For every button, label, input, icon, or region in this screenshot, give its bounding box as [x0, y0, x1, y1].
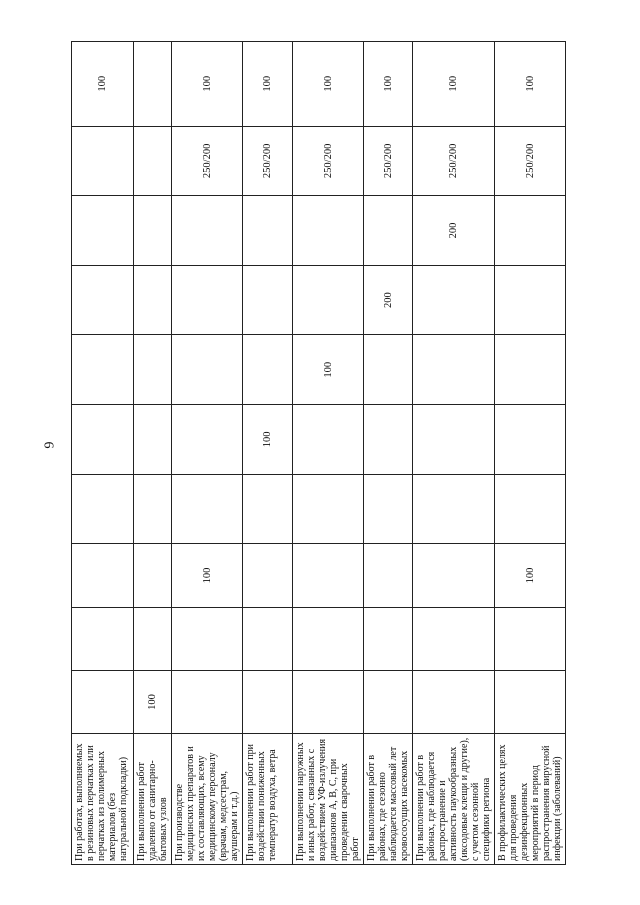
- table-cell: 200: [364, 265, 413, 335]
- table-cell: [172, 474, 243, 544]
- row-description: При работах, выполняемых в резиновых перчатках или перчатках из полимерных материалов (без натуральной подкладки): [72, 734, 134, 865]
- table-cell: [364, 335, 413, 405]
- table-row: [172, 42, 243, 865]
- row-description: При выполнении работ при воздействии пониженных температур воздуха, ветра: [243, 734, 293, 865]
- table-cell: [495, 607, 566, 670]
- table-cell: [72, 126, 134, 196]
- table-cell: [364, 474, 413, 544]
- table-cell: [293, 607, 364, 670]
- table-cell: [134, 126, 172, 196]
- table-cell: [72, 196, 134, 266]
- table-cell: [413, 607, 495, 670]
- table-cell: [293, 544, 364, 607]
- table-cell: [293, 474, 364, 544]
- table-cell: [134, 196, 172, 266]
- table-cell: [243, 335, 293, 405]
- table-cell: 100: [243, 42, 293, 127]
- table-row: [243, 42, 293, 865]
- table-cell: 100: [172, 42, 243, 127]
- table-cell: [495, 670, 566, 733]
- row-description: При выполнении наружных и иных работ, связанных с воздействием УФ-излучения диапазонов А, В, С, при проведении сварочных работ: [293, 734, 364, 865]
- table-cell: [134, 607, 172, 670]
- table-cell: 250/200: [243, 126, 293, 196]
- table-cell: [293, 196, 364, 266]
- table-cell: [172, 335, 243, 405]
- table-cell: [495, 265, 566, 335]
- table-cell: [243, 544, 293, 607]
- table-cell: 250/200: [293, 126, 364, 196]
- table-cell: [364, 196, 413, 266]
- table-cell: [72, 335, 134, 405]
- table-cell: [293, 405, 364, 475]
- table-cell: [293, 265, 364, 335]
- table-row: [364, 42, 413, 865]
- row-description: При выполнении работ в районах, где сезонно наблюдается массовый лет кровососущих насекомых: [364, 734, 413, 865]
- table-cell: [243, 670, 293, 733]
- table-row: [72, 42, 134, 865]
- table-cell: 100: [413, 42, 495, 127]
- table-cell: [243, 607, 293, 670]
- row-description: При выполнении работ удаленно от санитарно-бытовых узлов: [134, 734, 172, 865]
- table-cell: 250/200: [172, 126, 243, 196]
- table-cell: 100: [72, 42, 134, 127]
- table-cell: [134, 405, 172, 475]
- table-cell: [495, 335, 566, 405]
- table-cell: [364, 607, 413, 670]
- table-cell: [72, 544, 134, 607]
- table-cell: 100: [293, 335, 364, 405]
- table-cell: 250/200: [364, 126, 413, 196]
- table-row: [134, 42, 172, 865]
- table-cell: [364, 544, 413, 607]
- table-cell: 100: [364, 42, 413, 127]
- table-cell: [72, 405, 134, 475]
- table-cell: [364, 405, 413, 475]
- table-cell: [293, 670, 364, 733]
- table-cell: [413, 265, 495, 335]
- table-cell: [72, 265, 134, 335]
- table-cell: [413, 474, 495, 544]
- table-cell: [243, 196, 293, 266]
- row-description: При производстве медицинских препаратов и их составляющих, всему медицинскому персоналу (врачам, медсестрам, акушерам и т.д.): [172, 734, 243, 865]
- table-cell: [243, 265, 293, 335]
- table-cell: 200: [413, 196, 495, 266]
- page-number: 6: [40, 441, 56, 449]
- table-cell: [364, 670, 413, 733]
- table-cell: 100: [172, 544, 243, 607]
- table-cell: [134, 42, 172, 127]
- table-cell: [134, 265, 172, 335]
- table-cell: [72, 607, 134, 670]
- table-cell: [134, 474, 172, 544]
- row-description: В профилактических целях для проведения дезинфекционных мероприятий в период распространения вирусной инфекции (заболеваний): [495, 734, 566, 865]
- table-cell: 100: [495, 42, 566, 127]
- table-cell: [172, 607, 243, 670]
- table-cell: [413, 544, 495, 607]
- table-cell: [134, 544, 172, 607]
- table-row: [495, 42, 566, 865]
- table-cell: 250/200: [495, 126, 566, 196]
- table-cell: [172, 196, 243, 266]
- table-cell: [243, 474, 293, 544]
- table-row: [413, 42, 495, 865]
- table-cell: 100: [134, 670, 172, 733]
- table-cell: 100: [243, 405, 293, 475]
- table-cell: [495, 474, 566, 544]
- table-cell: 250/200: [413, 126, 495, 196]
- table-row: [293, 42, 364, 865]
- table-cell: [172, 265, 243, 335]
- table-container: [71, 41, 640, 861]
- table-cell: [172, 670, 243, 733]
- table-cell: [413, 405, 495, 475]
- table-cell: [413, 335, 495, 405]
- table-cell: [72, 670, 134, 733]
- table-cell: [413, 670, 495, 733]
- table-cell: 100: [293, 42, 364, 127]
- norms-table: [71, 41, 566, 865]
- table-cell: 100: [495, 544, 566, 607]
- row-description: При выполнении работ в районах, где наблюдается распространение и активность паукообразных (иксодовые клещи и другие), с учетом сезонной специфики региона: [413, 734, 495, 865]
- table-cell: [172, 405, 243, 475]
- table-cell: [495, 405, 566, 475]
- table-cell: [495, 196, 566, 266]
- table-cell: [134, 335, 172, 405]
- table-cell: [72, 474, 134, 544]
